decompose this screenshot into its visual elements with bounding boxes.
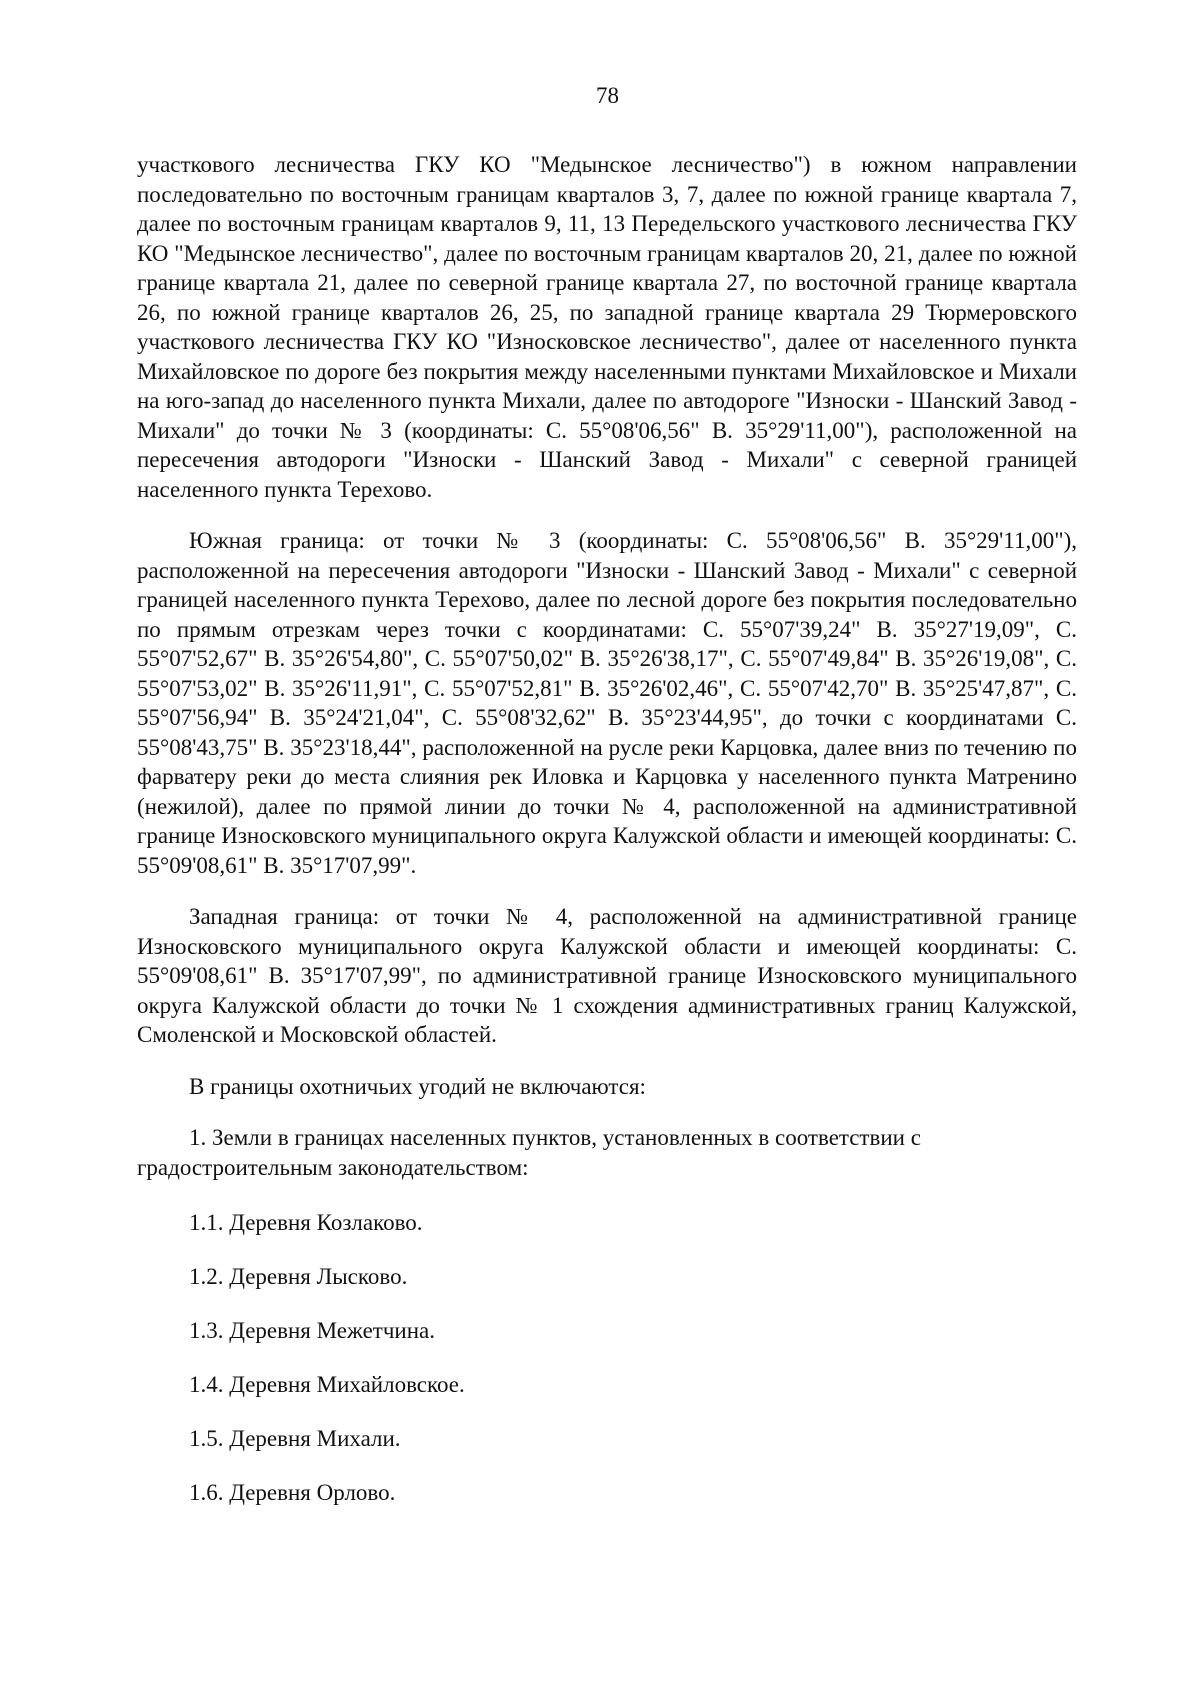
- settlement-list: [137, 1208, 1077, 1532]
- list-item: 1.6. Деревня Орлово.: [189, 1480, 396, 1505]
- page-number: 78: [596, 83, 619, 108]
- list-item: 1.4. Деревня Михайловское.: [189, 1372, 465, 1397]
- paragraph-eastern-boundary-continuation: участкового лесничества ГКУ КО "Медынское лесничество") в южном направлении последовательно по восточным границам кварталов 3, 7, далее по южной границе квартала 7, далее по восточным границам кварталов 9, 11, 13 Передельского участкового лесничества ГКУ КО "Медынское лесничество", далее по восточным границам кварталов 20, 21, далее по южной границе квартала 21, далее по северной границе квартала 27, по восточной границе квартала 26, по южной границе кварталов 26, 25, по западной границе квартала 29 Тюрмеровского участкового лесничества ГКУ КО "Износковское лесничество", далее от населенного пункта Михайловское по дороге без покрытия между населенными пунктами Михайловское и Михали на юго-запад до населенного пункта Михали, далее по автодороге "Износки - Шанский Завод - Михали" до точки № 3 (координаты: С. 55°08'06,56" В. 35°29'11,00"), расположенной на пересечения автодороги "Износки - Шанский Завод - Михали" с северной границей населенного пункта Терехово.: [137, 152, 1077, 502]
- list-item: 1.1. Деревня Козлаково.: [189, 1210, 423, 1235]
- list-item: 1.5. Деревня Михали.: [189, 1426, 401, 1451]
- paragraph-settlement-lands: 1. Земли в границах населенных пунктов, установленных в соответствии с градостроительным законодательством:: [137, 1125, 921, 1180]
- document-body: [137, 150, 1077, 1532]
- paragraph-exclusions-heading: В границы охотничьих угодий не включаются:: [189, 1073, 646, 1099]
- list-item: 1.3. Деревня Межетчина.: [189, 1318, 435, 1343]
- list-item: 1.2. Деревня Лысково.: [189, 1264, 408, 1289]
- paragraph-southern-boundary: Южная граница: от точки № 3 (координаты: С. 55°08'06,56" В. 35°29'11,00"), расположенной на пересечения автодороги "Износки - Шанский Завод - Михали" с северной границей населенного пункта Терехово, далее по лесной дороге без покрытия последовательно по прямым отрезкам через точки с координатами: С. 55°07'39,24" В. 35°27'19,09", С. 55°07'52,67" В. 35°26'54,80", С. 55°07'50,02" В. 35°26'38,17", С. 55°07'49,84" В. 35°26'19,08", С. 55°07'53,02" В. 35°26'11,91", С. 55°07'52,81" В. 35°26'02,46", С. 55°07'42,70" В. 35°25'47,87", С. 55°07'56,94" В. 35°24'21,04", С. 55°08'32,62" В. 35°23'44,95", до точки с координатами С. 55°08'43,75" В. 35°23'18,44", расположенной на русле реки Карцовка, далее вниз по течению по фарватеру реки до места слияния рек Иловка и Карцовка у населенного пункта Матренино (нежилой), далее по прямой линии до точки № 4, расположенной на административной границе Износковского муниципального округа Калужской области и имеющей координаты: С. 55°09'08,61" В. 35°17'07,99".: [137, 528, 1077, 878]
- paragraph-western-boundary: Западная граница: от точки № 4, расположенной на административной границе Износковского муниципального округа Калужской области и имеющей координаты: С. 55°09'08,61" В. 35°17'07,99", по административной границе Износковского муниципального округа Калужской области до точки № 1 схождения административных границ Калужской, Смоленской и Московской областей.: [137, 904, 1077, 1047]
